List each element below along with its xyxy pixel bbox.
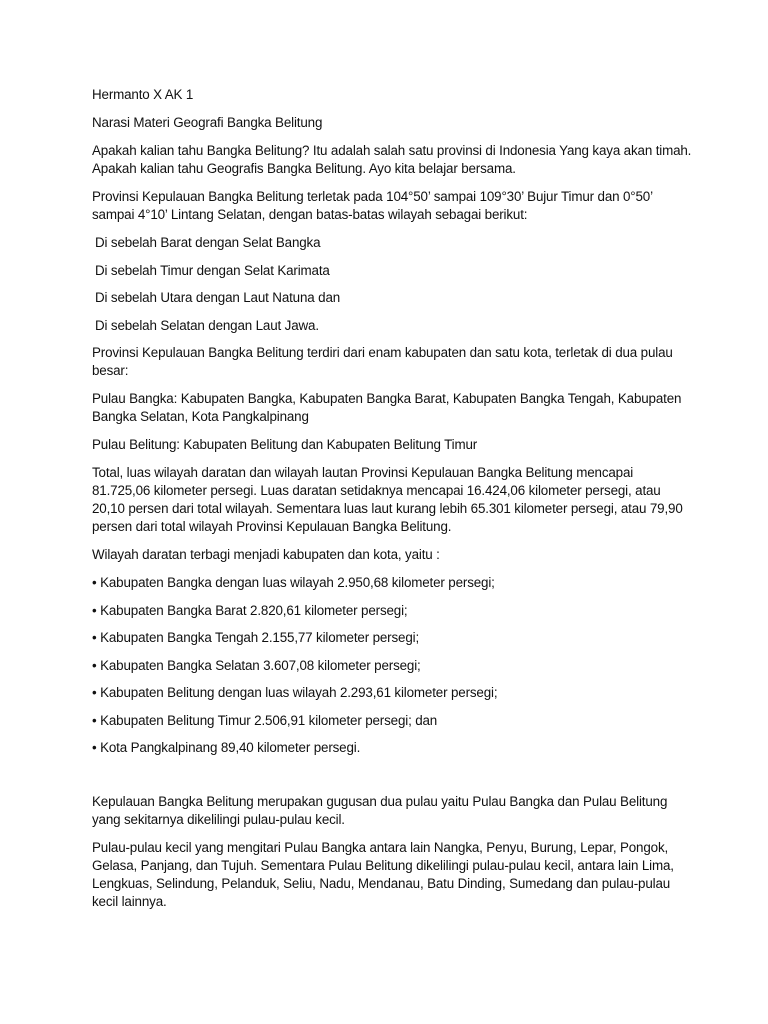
list-item: • Kota Pangkalpinang 89,40 kilometer persegi. [92,740,361,755]
pulau-bangka-paragraph: Pulau Bangka: Kabupaten Bangka, Kabupaten Bangka Barat, Kabupaten Bangka Tengah, Kabupaten Bangka Selatan, Kota Pangkalpinang [92,391,685,424]
intro-paragraph: Apakah kalian tahu Bangka Belitung? Itu adalah salah satu provinsi di Indonesia Yang kaya akan timah. Apakah kalian tahu Geografis Bangka Belitung. Ayo kita belajar bersama. [92,143,695,176]
list-item: • Kabupaten Bangka Selatan 3.607,08 kilometer persegi; [92,657,421,673]
border-west: Di sebelah Barat dengan Selat Bangka [95,235,321,250]
list-item: • Kabupaten Bangka Tengah 2.155,77 kilometer persegi; [92,630,420,645]
small-islands-paragraph: Pulau-pulau kecil yang mengitari Pulau Bangka antara lain Nangka, Penyu, Burung, Lepar, Pongok, Gelasa, Panjang, dan Tujuh. Sementara Pulau Belitung dikelilingi pulau-pulau kecil, antara lain Lima, Lengkuas, Selindung, Pelanduk, Seliu, Nadu, Mendanau, Batu Dinding, Sumedang dan pulau-pulau kecil lainnya. [92,839,678,909]
blank-line [92,767,692,793]
border-north: Di sebelah Utara dengan Laut Natuna dan [95,290,341,305]
border-south: Di sebelah Selatan dengan Laut Jawa. [95,317,319,333]
document-title: Narasi Materi Geografi Bangka Belitung [92,115,323,130]
list-item: • Kabupaten Bangka Barat 2.820,61 kilometer persegi; [92,602,408,618]
border-east: Di sebelah Timur dengan Selat Karimata [95,262,330,278]
document-page [92,86,695,921]
list-item: • Kabupaten Belitung dengan luas wilayah 2.293,61 kilometer persegi; [92,685,498,700]
list-item: • Kabupaten Bangka dengan luas wilayah 2.950,68 kilometer persegi; [92,575,495,590]
location-paragraph: Provinsi Kepulauan Bangka Belitung terletak pada 104°50’ sampai 109°30’ Bujur Timur dan 0°50’ sampai 4°10’ Lintang Selatan, dengan batas-batas wilayah sebagai berikut: [92,189,656,222]
author-header: Hermanto X AK 1 [92,87,194,102]
pulau-belitung-paragraph: Pulau Belitung: Kabupaten Belitung dan Kabupaten Belitung Timur [92,437,478,452]
area-intro-paragraph: Wilayah daratan terbagi menjadi kabupaten dan kota, yaitu : [92,547,440,562]
area-total-paragraph: Total, luas wilayah daratan dan wilayah lautan Provinsi Kepulauan Bangka Belitung mencapai 81.725,06 kilometer persegi. Luas daratan setidaknya mencapai 16.424,06 kilometer persegi, atau 20,10 persen dari total wilayah. Sementara luas laut kurang lebih 65.301 kilometer persegi, atau 79,90 persen dari total wilayah Provinsi Kepulauan Bangka Belitung. [92,465,687,534]
division-paragraph: Provinsi Kepulauan Bangka Belitung terdiri dari enam kabupaten dan satu kota, terletak di dua pulau besar: [92,345,677,378]
islands-paragraph: Kepulauan Bangka Belitung merupakan gugusan dua pulau yaitu Pulau Bangka dan Pulau Belitung yang sekitarnya dikelilingi pulau-pulau kecil. [92,793,671,827]
list-item: • Kabupaten Belitung Timur 2.506,91 kilometer persegi; dan [92,712,438,728]
